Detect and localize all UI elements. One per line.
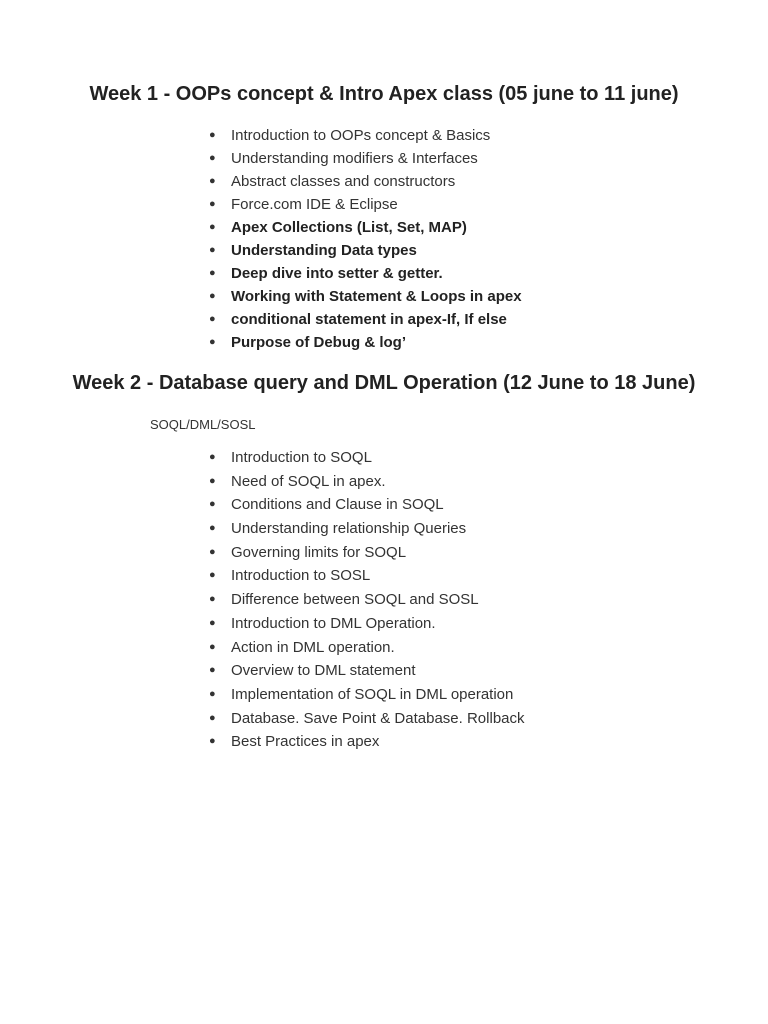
- list-item: [205, 659, 525, 683]
- list-item: [205, 262, 522, 285]
- list-item: [205, 612, 525, 636]
- list-item: [205, 124, 522, 147]
- list-item: [205, 147, 522, 170]
- bullet-icon: ●: [209, 152, 216, 164]
- list-item-text: Abstract classes and constructors: [231, 173, 456, 190]
- list-item: [205, 239, 522, 262]
- week2-heading: Week 2 - Database query and DML Operation (12 June to 18 June): [72, 372, 696, 394]
- list-item-text: Action in DML operation.: [231, 638, 395, 656]
- list-item-text: Governing limits for SOQL: [231, 543, 407, 561]
- week1-heading: Week 1 - OOPs concept & Intro Apex class (05 june to 11 june): [89, 83, 679, 105]
- list-item-text: Introduction to DML Operation.: [231, 614, 436, 632]
- list-item-text: Introduction to SOSL: [231, 567, 371, 585]
- list-item-text: Force.com IDE & Eclipse: [231, 196, 398, 213]
- list-item: [205, 683, 525, 707]
- list-item-text: Understanding modifiers & Interfaces: [231, 150, 478, 167]
- bullet-icon: ●: [209, 221, 216, 233]
- bullet-icon: ●: [209, 593, 216, 606]
- bullet-icon: ●: [209, 569, 216, 582]
- list-item: [205, 308, 522, 331]
- bullet-icon: ●: [209, 735, 216, 748]
- bullet-icon: ●: [209, 451, 216, 463]
- bullet-icon: ●: [209, 198, 216, 210]
- list-item: [205, 170, 522, 193]
- list-item-text: Introduction to SOQL: [231, 449, 372, 466]
- week1-topic-list: [205, 124, 522, 354]
- bullet-icon: ●: [209, 640, 216, 653]
- list-item: [205, 493, 525, 517]
- list-item-text: Implementation of SOQL in DML operation: [231, 685, 514, 703]
- week2-subheading: SOQL/DML/SOSL: [150, 417, 256, 432]
- list-item-text: Introduction to OOPs concept & Basics: [231, 127, 491, 144]
- list-item-text: Need of SOQL in apex.: [231, 472, 386, 490]
- bullet-icon: ●: [209, 336, 216, 348]
- bullet-icon: ●: [209, 687, 216, 700]
- list-item-text: Purpose of Debug & log’: [231, 334, 406, 351]
- list-item: [205, 517, 525, 541]
- list-item: [205, 541, 525, 565]
- list-item: [205, 707, 525, 731]
- bullet-icon: ●: [209, 129, 216, 141]
- list-item-text: Working with Statement & Loops in apex: [231, 288, 522, 305]
- list-item-text: Best Practices in apex: [231, 733, 380, 751]
- list-item: [205, 193, 522, 216]
- bullet-icon: ●: [209, 175, 216, 187]
- bullet-icon: ●: [209, 711, 216, 724]
- list-item-text: Deep dive into setter & getter.: [231, 265, 443, 282]
- bullet-icon: ●: [209, 290, 216, 302]
- bullet-icon: ●: [209, 664, 216, 677]
- bullet-icon: ●: [209, 474, 216, 487]
- list-item: [205, 216, 522, 239]
- list-item-text: Difference between SOQL and SOSL: [231, 591, 479, 609]
- list-item-text: conditional statement in apex-If, If else: [231, 311, 507, 328]
- list-item: [205, 470, 525, 494]
- list-item-text: Conditions and Clause in SOQL: [231, 496, 444, 514]
- list-item: [205, 331, 522, 354]
- bullet-icon: ●: [209, 545, 216, 558]
- list-item: [205, 730, 525, 754]
- bullet-icon: ●: [209, 244, 216, 256]
- list-item: [205, 446, 525, 470]
- bullet-icon: ●: [209, 498, 216, 511]
- bullet-icon: ●: [209, 313, 216, 325]
- list-item: [205, 636, 525, 660]
- list-item: [205, 564, 525, 588]
- list-item: [205, 285, 522, 308]
- bullet-icon: ●: [209, 522, 216, 535]
- list-item-text: Overview to DML statement: [231, 662, 416, 680]
- bullet-icon: ●: [209, 267, 216, 279]
- list-item-text: Understanding Data types: [231, 242, 417, 259]
- bullet-icon: ●: [209, 616, 216, 629]
- list-item-text: Apex Collections (List, Set, MAP): [231, 219, 467, 236]
- list-item-text: Understanding relationship Queries: [231, 520, 467, 538]
- list-item-text: Database. Save Point & Database. Rollback: [231, 709, 525, 727]
- week2-topic-list: [205, 446, 525, 754]
- list-item: [205, 588, 525, 612]
